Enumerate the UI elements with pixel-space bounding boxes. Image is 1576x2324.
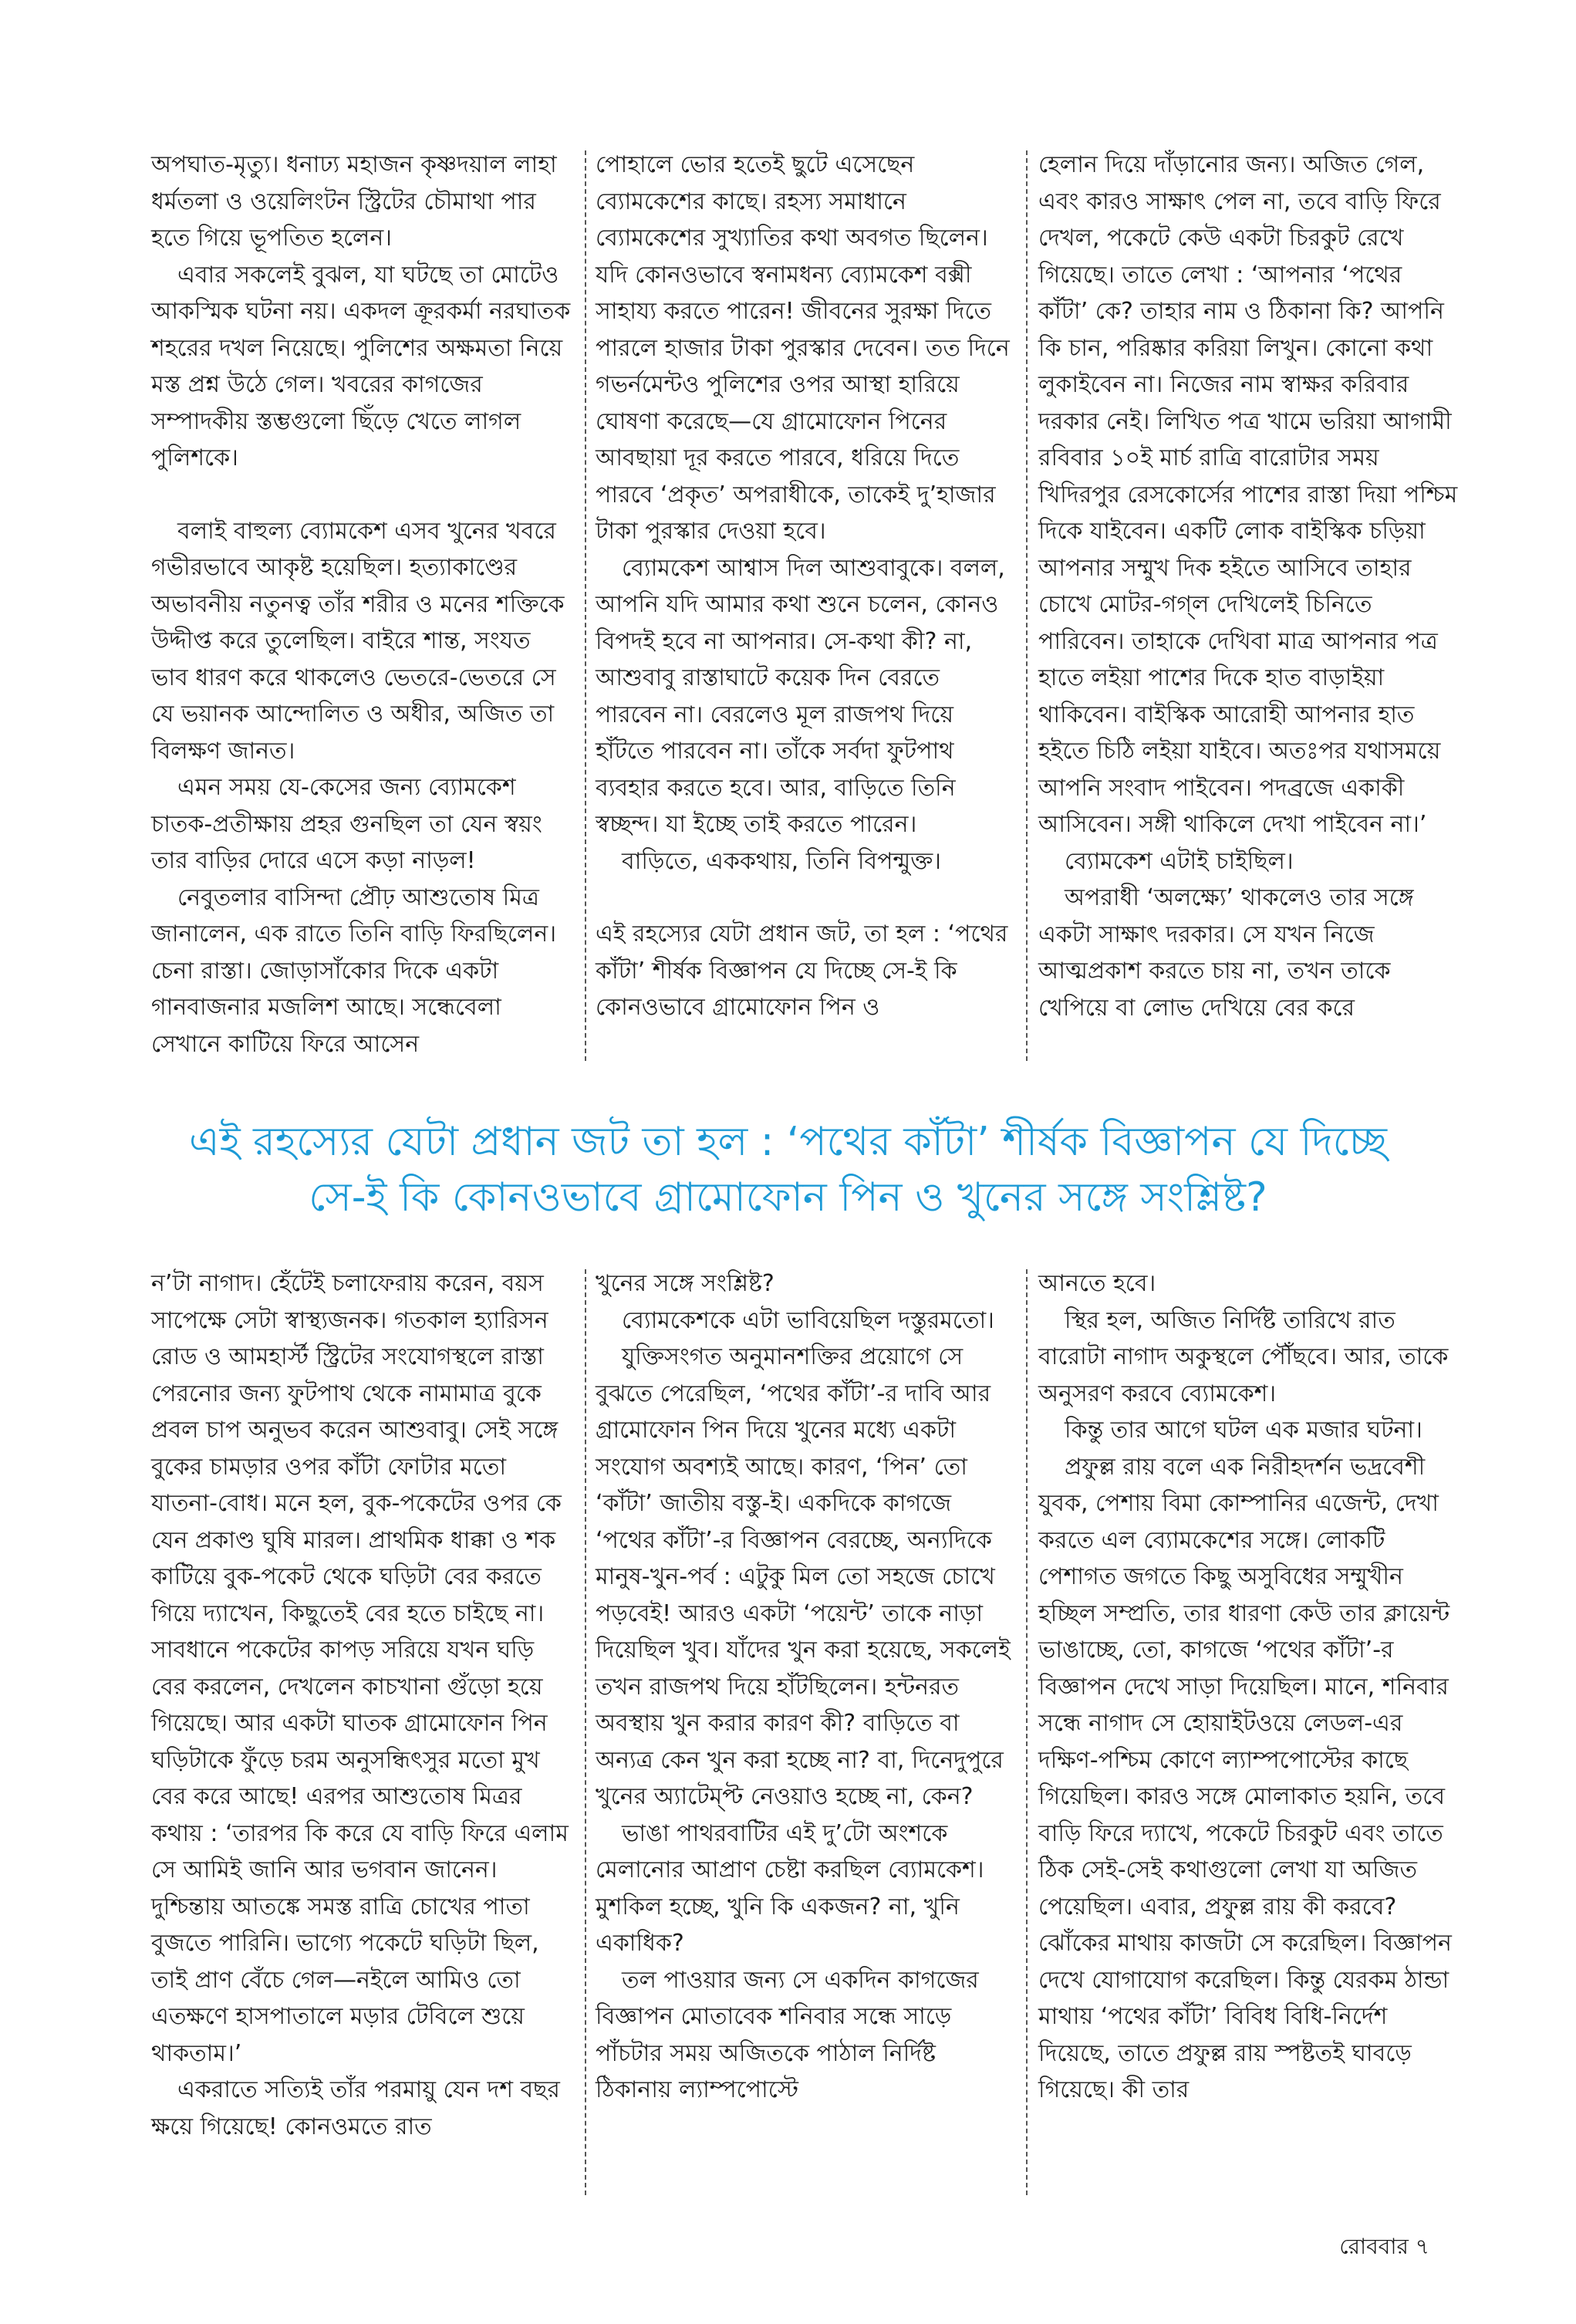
paragraph: ব্যোমকেশ এটাই চাইছিল। xyxy=(1065,847,1294,875)
column-divider xyxy=(585,1269,586,2195)
paragraph: ব্যোমকেশ আশ্বাস দিল আশুবাবুকে। বলল, আপনি যদি আমার কথা শুনে চলেন, কোনও বিপদই হবে না আপনার। সে-কথা কী? না, আশুবাবু রাস্তাঘাটে কয়েক দিন বেরতে পারবেন না। বেরলেও মূল রাজপথ দিয়ে হাঁটতে পারবেন না। তাঁকে সর্বদা ফুটপাথ ব্যবহার করতে হবে। আর, বাড়িতে তিনি স্বচ্ছন্দ। যা ইচ্ছে তাই করতে পারেন। xyxy=(596,554,1005,838)
paragraph: স্থির হল, অজিত নির্দিষ্ট তারিখে রাত বারোটা নাগাদ অকুস্থলে পৌঁছবে। আর, তাকে অনুসরণ করবে ব্যোমকেশ। xyxy=(1038,1306,1449,1407)
top-column-3 xyxy=(1038,147,1459,1026)
paragraph: অপরাধী ‘অলক্ষ্যে’ থাকলেও তার সঙ্গে একটা সাক্ষাৎ দরকার। সে যখন নিজে আত্মপ্রকাশ করতে চায় না, তখন তাকে খেপিয়ে বা লোভ দেখিয়ে বের করে xyxy=(1038,884,1414,1022)
paragraph: পোহালে ভোর হতেই ছুটে এসেছেন ব্যোমকেশের কাছে। রহস্য সমাধানে ব্যোমকেশের সুখ্যাতির কথা অবগত ছিলেন। যদি কোনওভাবে স্বনামধন্য ব্যোমকেশ বক্সী সাহায্য করতে পারেন! জীবনের সুরক্ষা দিতে পারলে হাজার টাকা পুরস্কার দেবেন। তত দিনে গভর্নমেন্টও পুলিশের ওপর আস্থা হারিয়ে ঘোষণা করেছে—যে গ্রামোফোন পিনের আবছায়া দূর করতে পারবে, ধরিয়ে দিতে পারবে ‘প্রকৃত’ অপরাধীকে, তাকেই দু’হাজার টাকা পুরস্কার দেওয়া হবে। xyxy=(596,151,1010,545)
paragraph: খুনের সঙ্গে সংশ্লিষ্ট? xyxy=(596,1270,775,1297)
paragraph: বলাই বাহুল্য ব্যোমকেশ এসব খুনের খবরে গভীরভাবে আকৃষ্ট হয়েছিল। হত্যাকাণ্ডের অভাবনীয় নতুনত্ব তাঁর শরীর ও মনের শক্তিকে উদ্দীপ্ত করে তুলেছিল। বাইরে শান্ত, সংযত ভাব ধারণ করে থাকলেও ভেতরে-ভেতরে সে যে ভয়ানক আন্দোলিত ও অধীর, অজিত তা বিলক্ষণ জানত। xyxy=(151,517,565,765)
paragraph: ভাঙা পাথরবাটির এই দু’টো অংশকে মেলানোর আপ্রাণ চেষ্টা করছিল ব্যোমকেশ। মুশকিল হচ্ছে, খুনি কি একজন? না, খুনি একাধিক? xyxy=(596,1819,984,1957)
bottom-column-3 xyxy=(1038,1265,1459,2109)
paragraph: কিন্তু তার আগে ঘটল এক মজার ঘটনা। xyxy=(1065,1417,1422,1444)
top-column-2 xyxy=(596,147,1016,1026)
pull-quote-line-1: এই রহস্যের যেটা প্রধান জট তা হল : ‘পথের কাঁটা’ শীর্ষক বিজ্ঞাপন যে দিচ্ছে xyxy=(189,1119,1387,1165)
paragraph: হেলান দিয়ে দাঁড়ানোর জন্য। অজিত গেল, এবং কারও সাক্ষাৎ পেল না, তবে বাড়ি ফিরে দেখল, পকেটে কেউ একটা চিরকুট রেখে গিয়েছে। তাতে লেখা : ‘আপনার ‘পথের কাঁটা’ কে? তাহার নাম ও ঠিকানা কি? আপনি কি চান, পরিষ্কার করিয়া লিখুন। কোনো কথা লুকাইবেন না। নিজের নাম স্বাক্ষর করিবার দরকার নেই। লিখিত পত্র খামে ভরিয়া আগামী রবিবার ১০ই মার্চ রাত্রি বারোটার সময় খিদিরপুর রেসকোর্সের পাশের রাস্তা দিয়া পশ্চিম দিকে যাইবেন। একটি লোক বাইস্কিক চড়িয়া আপনার সম্মুখ দিক হইতে আসিবে তাহার চোখে মোটর-গগ্‌ল দেখিলেই চিনিতে পারিবেন। তাহাকে দেখিবা মাত্র আপনার পত্র হাতে লইয়া পাশের দিকে হাত বাড়াইয়া থাকিবেন। বাইস্কিক আরোহী আপনার হাত হইতে চিঠি লইয়া যাইবে। অতঃপর যথাসময়ে আপনি সংবাদ পাইবেন। পদব্রজে একাকী আসিবেন। সঙ্গী থাকিলে দেখা পাইবেন না।’ xyxy=(1038,151,1458,838)
column-divider xyxy=(585,150,586,1061)
column-divider xyxy=(1026,150,1028,1061)
magazine-name: রোববার xyxy=(1339,2234,1409,2259)
bottom-column-1 xyxy=(151,1265,572,2145)
page-footer xyxy=(1339,2230,1429,2266)
paragraph: একরাতে সত্যিই তাঁর পরমায়ু যেন দশ বছর ক্ষয়ে গিয়েছে! কোনওমতে রাত xyxy=(151,2076,560,2140)
bottom-column-2 xyxy=(596,1265,1016,2109)
paragraph: এই রহস্যের যেটা প্রধান জট, তা হল : ‘পথের কাঁটা’ শীর্ষক বিজ্ঞাপন যে দিচ্ছে সে-ই কি কোনওভাবে গ্রামোফোন পিন ও xyxy=(596,920,1008,1021)
paragraph: যুক্তিসংগত অনুমানশক্তির প্রয়োগে সে বুঝতে পেরেছিল, ‘পথের কাঁটা’-র দাবি আর গ্রামোফোন পিন দিয়ে খুনের মধ্যে একটা সংযোগ অবশ্যই আছে। কারণ, ‘পিন’ তো ‘কাঁটা’ জাতীয় বস্তু-ই। একদিকে কাগজে ‘পথের কাঁটা’-র বিজ্ঞাপন বেরচ্ছে, অন্যদিকে মানুষ-খুন-পর্ব : এটুকু মিল তো সহজে চোখে পড়বেই! আরও একটা ‘পয়েন্ট’ তাকে নাড়া দিয়েছিল খুব। যাঁদের খুন করা হয়েছে, সকলেই তখন রাজপথ দিয়ে হাঁটছিলেন। হন্টনরত অবস্থায় খুন করার কারণ কী? বাড়িতে বা অন্যত্র কেন খুন করা হচ্ছে না? বা, দিনেদুপুরে খুনের অ্যাটেম্প্ট নেওয়াও হচ্ছে না, কেন? xyxy=(596,1343,1011,1810)
paragraph: ন’টা নাগাদ। হেঁটেই চলাফেরায় করেন, বয়স সাপেক্ষে সেটা স্বাস্থ্যজনক। গতকাল হ্যারিসন রোড ও আমহার্স্ট স্ট্রিটের সংযোগস্থলে রাস্তা পেরনোর জন্য ফুটপাথ থেকে নামামাত্র বুকে প্রবল চাপ অনুভব করেন আশুবাবু। সেই সঙ্গে বুকের চামড়ার ওপর কাঁটা ফোটার মতো যাতনা-বোধ। মনে হল, বুক-পকেটের ওপর কে যেন প্রকাণ্ড ঘুষি মারল। প্রাথমিক ধাক্কা ও শক কাটিয়ে বুক-পকেট থেকে ঘড়িটা বের করতে গিয়ে দ্যাখেন, কিছুতেই বের হতে চাইছে না। সাবধানে পকেটের কাপড় সরিয়ে যখন ঘড়ি বের করলেন, দেখলেন কাচখানা গুঁড়ো হয়ে গিয়েছে। আর একটা ঘাতক গ্রামোফোন পিন ঘড়িটাকে ফুঁড়ে চরম অনুসন্ধিৎসুর মতো মুখ বের করে আছে! এরপর আশুতোষ মিত্রর কথায় : ‘তারপর কি করে যে বাড়ি ফিরে এলাম সে আমিই জানি আর ভগবান জানেন। দুশ্চিন্তায় আতঙ্কে সমস্ত রাত্রি চোখের পাতা বুজতে পারিনি। ভাগ্যে পকেটে ঘড়িটা ছিল, তাই প্রাণ বেঁচে গেল—নইলে আমিও তো এতক্ষণে হাসপাতালে মড়ার টেবিলে শুয়ে থাকতাম।’ xyxy=(151,1270,569,2067)
page-number: ৭ xyxy=(1415,2234,1429,2259)
paragraph: নেবুতলার বাসিন্দা প্রৌঢ় আশুতোষ মিত্র জানালেন, এক রাতে তিনি বাড়ি ফিরছিলেন। চেনা রাস্তা। জোড়াসাঁকোর দিকে একটা গানবাজনার মজলিশ আছে। সন্ধেবেলা সেখানে কাটিয়ে ফিরে আসেন xyxy=(151,883,557,1058)
top-column-1 xyxy=(151,147,572,1062)
paragraph: তল পাওয়ার জন্য সে একদিন কাগজের বিজ্ঞাপন মোতাবেক শনিবার সন্ধে সাড়ে পাঁচটার সময় অজিতকে পাঠাল নির্দিষ্ট ঠিকানায় ল্যাম্পপোস্টে xyxy=(596,1966,979,2103)
paragraph: অপঘাত-মৃত্যু। ধনাঢ্য মহাজন কৃষ্ণদয়াল লাহা ধর্মতলা ও ওয়েলিংটন স্ট্রিটের চৌমাথা পার হতে গিয়ে ভূপতিত হলেন। xyxy=(151,151,557,252)
paragraph: আনতে হবে। xyxy=(1038,1270,1156,1297)
paragraph: এমন সময় যে-কেসের জন্য ব্যোমকেশ চাতক-প্রতীক্ষায় প্রহর গুনছিল তা যেন স্বয়ং তার বাড়ির দোরে এসে কড়া নাড়ল! xyxy=(151,774,542,874)
paragraph: ব্যোমকেশকে এটা ভাবিয়েছিল দস্তুরমতো। xyxy=(622,1306,994,1334)
pull-quote xyxy=(0,1114,1576,1225)
column-divider xyxy=(1026,1269,1028,2195)
paragraph: বাড়িতে, এককথায়, তিনি বিপন্মুক্ত। xyxy=(622,847,942,875)
paragraph: প্রফুল্ল রায় বলে এক নিরীহদর্শন ভদ্রবেশী যুবক, পেশায় বিমা কোম্পানির এজেন্ট, দেখা করতে এল ব্যোমকেশের সঙ্গে। লোকটি পেশাগত জগতে কিছু অসুবিধের সম্মুখীন হচ্ছিল সম্প্রতি, তার ধারণা কেউ তার ক্লায়েন্ট ভাঙাচ্ছে, তো, কাগজে ‘পথের কাঁটা’-র বিজ্ঞাপন দেখে সাড়া দিয়েছিল। মানে, শনিবার সন্ধে নাগাদ সে হোয়াইটওয়ে লেডল-এর দক্ষিণ-পশ্চিম কোণে ল্যাম্পপোস্টের কাছে গিয়েছিল। কারও সঙ্গে মোলাকাত হয়নি, তবে বাড়ি ফিরে দ্যাখে, পকেটে চিরকুট এবং তাতে ঠিক সেই-সেই কথাগুলো লেখা যা অজিত পেয়েছিল। এবার, প্রফুল্ল রায় কী করবে? ঝোঁকের মাথায় কাজটা সে করেছিল। বিজ্ঞাপন দেখে যোগাযোগ করেছিল। কিন্তু যেরকম ঠান্ডা মাথায় ‘পথের কাঁটা’ বিবিধ বিধি-নির্দেশ দিয়েছে, তাতে প্রফুল্ল রায় স্পষ্টতই ঘাবড়ে গিয়েছে। কী তার xyxy=(1038,1453,1452,2103)
pull-quote-line-2: সে-ই কি কোনওভাবে গ্রামোফোন পিন ও খুনের সঙ্গে সংশ্লিষ্ট? xyxy=(309,1174,1267,1221)
paragraph: এবার সকলেই বুঝল, যা ঘটছে তা মোটেও আকস্মিক ঘটনা নয়। একদল ক্রূরকর্মা নরঘাতক শহরের দখল নিয়েছে। পুলিশের অক্ষমতা নিয়ে মস্ত প্রশ্ন উঠে গেল। খবরের কাগজের সম্পাদকীয় স্তম্ভগুলো ছিঁড়ে খেতে লাগল পুলিশকে। xyxy=(151,261,571,471)
